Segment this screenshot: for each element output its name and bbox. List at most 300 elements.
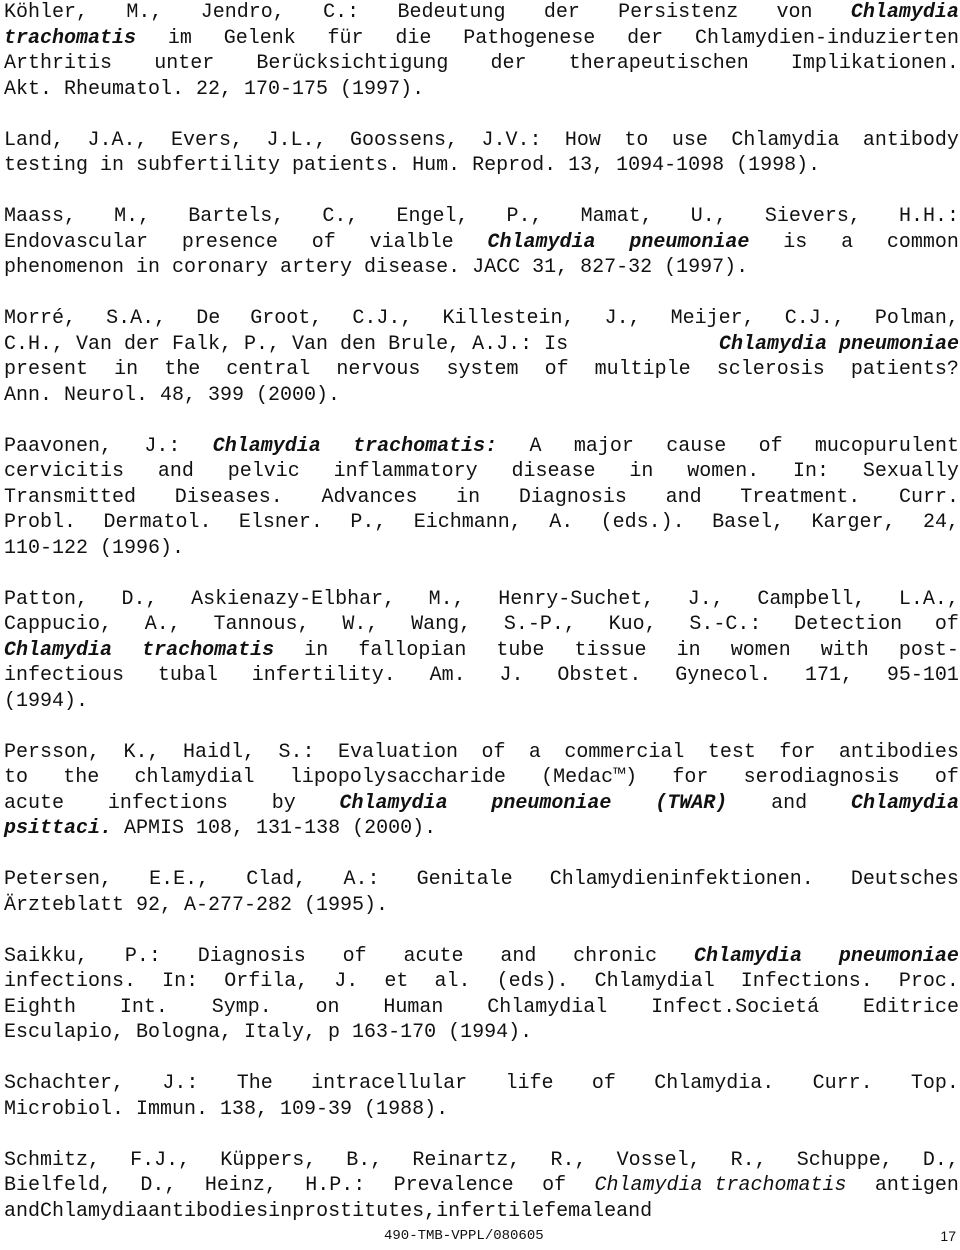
reference-line <box>4 587 959 613</box>
text-segment: of <box>481 740 506 764</box>
text-segment: Advances <box>321 485 418 509</box>
text-segment: Cappucio, <box>4 613 113 636</box>
text-segment: sclerosis <box>716 358 825 381</box>
text-segment: a <box>528 740 541 764</box>
text-segment: S.A., <box>106 307 167 330</box>
text-segment: women. <box>687 460 760 483</box>
text-segment: Curr. <box>898 485 959 509</box>
text-segment: U., <box>690 205 727 228</box>
reference-entry <box>4 867 959 918</box>
text-segment: J.L., <box>266 128 327 152</box>
text-segment: with <box>820 638 869 662</box>
text-segment: M., <box>114 205 151 228</box>
text-segment: infectious <box>4 664 125 687</box>
reference-line <box>4 944 959 970</box>
text-segment: acute <box>403 944 464 968</box>
text-segment: and <box>500 944 537 968</box>
text-segment: Esculapio, Bologna, Italy, p 163-170 (1994). <box>4 1021 533 1044</box>
text-segment: Editrice <box>862 995 959 1019</box>
reference-line <box>4 816 959 842</box>
text-segment: in <box>114 358 139 381</box>
reference-entry <box>4 0 959 102</box>
text-segment: J.: <box>162 1072 199 1095</box>
italic-term: pneumoniae <box>838 944 959 968</box>
text-segment: system <box>446 358 519 381</box>
text-segment: prostitutes, <box>292 1199 437 1223</box>
text-segment: Transmitted <box>4 485 137 509</box>
text-segment: der <box>543 1 580 24</box>
reference-line <box>4 1020 959 1046</box>
text-segment: M., <box>126 1 163 24</box>
text-segment: Petersen, <box>4 868 113 891</box>
text-segment: P., <box>350 511 387 534</box>
text-segment: al. <box>434 970 471 993</box>
text-segment: Chlamydieninfektionen. <box>549 868 814 891</box>
text-segment: H.H.: <box>898 205 959 228</box>
reference-line <box>4 969 959 995</box>
text-segment: 24, <box>922 511 959 534</box>
text-segment: infertility. <box>251 664 396 687</box>
text-segment: and <box>4 1199 41 1223</box>
text-segment: 171, <box>805 664 854 687</box>
text-segment: K., <box>123 740 160 764</box>
text-segment: of <box>542 1174 567 1197</box>
reference-line <box>4 893 959 919</box>
text-segment: Deutsches <box>850 868 959 891</box>
text-segment: for <box>672 766 709 789</box>
text-segment: J.A., <box>87 128 148 152</box>
text-segment: Polman, <box>874 307 959 330</box>
italic-term: Chlamydia <box>850 791 959 815</box>
text-segment: Orfila, <box>224 970 309 993</box>
text-segment: Engel, <box>396 205 469 228</box>
text-segment: in <box>676 638 701 662</box>
text-segment: Eighth <box>4 995 77 1019</box>
italic-term: psittaci. <box>4 817 113 840</box>
text-segment: women <box>730 638 791 662</box>
text-segment: E.E., <box>149 868 210 891</box>
italic-term: Chlamydia <box>850 1 959 24</box>
text-segment: phenomenon in coronary artery disease. JACC 31, 827-32 (1997). <box>4 256 749 279</box>
reference-line <box>4 77 959 103</box>
text-segment: M., <box>428 587 465 611</box>
text-segment: Basel, <box>712 511 785 534</box>
text-segment: J.: <box>144 434 181 458</box>
text-segment: F.J., <box>130 1148 191 1172</box>
reference-line <box>4 867 959 893</box>
text-segment: on <box>315 995 340 1019</box>
reference-entry <box>4 1071 959 1122</box>
text-segment: Chlamydial <box>594 970 715 993</box>
text-segment: 95-101 <box>886 664 959 687</box>
text-segment: of <box>934 766 959 789</box>
text-segment: a <box>841 230 854 254</box>
reference-line <box>4 995 959 1021</box>
reference-line <box>4 332 959 358</box>
text-segment: Sievers, <box>764 205 861 228</box>
text-segment: Bartels, <box>188 205 285 228</box>
text-segment: S.: <box>278 740 315 764</box>
text-segment: cervicitis <box>4 460 125 483</box>
text-segment: Evers, <box>170 128 243 152</box>
text-segment: et <box>384 970 409 993</box>
text-segment: presence <box>181 230 278 254</box>
text-segment: Campbell, <box>757 587 866 611</box>
text-segment: Maass, <box>4 205 77 228</box>
text-segment: chronic <box>573 944 658 968</box>
text-segment: therapeutischen <box>568 52 749 75</box>
text-segment: P.: <box>124 944 161 968</box>
text-segment: lipopolysaccharide <box>289 766 506 789</box>
text-segment: Karger, <box>811 511 896 534</box>
italic-term: Chlamydia trachomatis <box>594 1174 847 1197</box>
reference-line <box>4 255 959 281</box>
text-segment: (1994). <box>4 689 89 713</box>
text-segment: antibodies <box>148 1199 269 1223</box>
text-segment: Groot, <box>250 307 323 330</box>
text-segment: Reinartz, <box>412 1148 521 1172</box>
reference-line <box>4 740 959 766</box>
reference-line <box>4 204 959 230</box>
text-segment: serodiagnosis <box>743 766 900 789</box>
text-segment: and <box>771 791 808 815</box>
reference-line <box>4 26 959 52</box>
text-segment: Schmitz, <box>4 1148 101 1172</box>
text-segment: Eichmann, <box>413 511 522 534</box>
text-segment: D., <box>922 1148 959 1172</box>
text-segment: die <box>395 26 432 50</box>
reference-entry <box>4 204 959 281</box>
text-segment: Ann. Neurol. 48, 399 (2000). <box>4 383 341 407</box>
text-segment: A., <box>144 613 181 636</box>
text-segment: antibodies <box>838 740 959 764</box>
text-segment: Infections. <box>740 970 873 993</box>
reference-entry <box>4 128 959 179</box>
text-segment: J.V.: <box>481 128 542 152</box>
reference-list <box>4 0 959 1250</box>
text-segment: Top. <box>910 1072 959 1095</box>
text-segment: D., <box>121 587 158 611</box>
text-segment: acute <box>4 791 65 815</box>
text-segment: present <box>4 358 89 381</box>
text-segment: Curr. <box>812 1072 873 1095</box>
reference-line <box>4 51 959 77</box>
italic-term: trachomatis: <box>353 434 498 458</box>
text-segment: in <box>304 638 329 662</box>
text-segment: Schachter, <box>4 1072 125 1095</box>
reference-line <box>4 510 959 536</box>
text-segment: (Medac™) <box>541 766 638 789</box>
text-segment: In: <box>793 460 830 483</box>
reference-line <box>4 128 959 154</box>
text-segment: im <box>167 26 192 50</box>
text-segment: major <box>573 434 634 458</box>
text-segment: Gynecol. <box>675 664 772 687</box>
text-segment: The <box>236 1072 273 1095</box>
text-segment: S.-P., <box>503 613 576 636</box>
text-segment: Bielfeld, <box>4 1174 113 1197</box>
text-segment: use <box>671 128 708 152</box>
text-segment: Küppers, <box>220 1148 317 1172</box>
text-segment: antigen <box>874 1174 959 1197</box>
italic-term: trachomatis <box>142 638 275 662</box>
reference-line <box>4 765 959 791</box>
text-segment: Diagnosis <box>197 944 306 968</box>
text-segment: multiple <box>594 358 691 381</box>
text-segment: (eds). <box>496 970 569 993</box>
text-segment: commercial <box>564 740 685 764</box>
text-segment: the <box>63 766 100 789</box>
text-segment: Persistenz <box>618 1 739 24</box>
reference-line <box>4 459 959 485</box>
text-segment: W., <box>342 613 379 636</box>
text-segment: mucopurulent <box>814 434 959 458</box>
text-segment: J. <box>499 664 524 687</box>
text-segment: Treatment. <box>740 485 861 509</box>
text-segment: Akt. Rheumatol. 22, 170-175 (1997). <box>4 77 425 101</box>
text-segment: Saikku, <box>4 944 89 968</box>
reference-line <box>4 153 959 179</box>
reference-line <box>4 230 959 256</box>
text-segment: Elsner. <box>238 511 323 534</box>
text-segment: C., <box>322 205 359 228</box>
italic-term: Chlamydia pneumoniae <box>718 332 959 356</box>
reference-entry <box>4 587 959 715</box>
document-code: 490-TMB-VPPL/080605 <box>384 1228 544 1244</box>
text-segment: P., <box>506 205 543 228</box>
text-segment: Jendro, <box>200 1 285 24</box>
text-segment: central <box>226 358 311 381</box>
text-segment: Diseases. <box>174 485 283 509</box>
text-segment: Meijer, <box>670 307 755 330</box>
reference-entry <box>4 740 959 842</box>
text-segment: Endovascular <box>4 230 149 254</box>
text-segment: infections <box>107 791 228 815</box>
text-segment: Paavonen, <box>4 434 113 458</box>
text-segment: Arthritis <box>4 52 113 75</box>
text-segment: Haidl, <box>182 740 255 764</box>
text-segment: female <box>544 1199 617 1223</box>
text-segment: unter <box>154 52 215 75</box>
text-segment: Chlamydia. <box>654 1072 775 1095</box>
italic-term: (TWAR) <box>655 791 728 815</box>
text-segment: der <box>627 26 664 50</box>
text-segment: pelvic <box>227 460 300 483</box>
text-segment: infertile <box>436 1199 545 1223</box>
text-segment: De <box>196 307 221 330</box>
reference-line <box>4 1097 959 1123</box>
text-segment: Goossens, <box>349 128 458 152</box>
reference-line <box>4 383 959 409</box>
text-segment: by <box>271 791 296 815</box>
text-segment: Henry-Suchet, <box>498 587 655 611</box>
reference-line <box>4 536 959 562</box>
text-segment: cause <box>666 434 727 458</box>
text-segment: fallopian <box>358 638 467 662</box>
text-segment: Ärzteblatt 92, A-277-282 (1995). <box>4 893 389 917</box>
text-segment: Wang, <box>411 613 472 636</box>
text-segment: Probl. <box>4 511 77 534</box>
text-segment: C.: <box>323 1 360 24</box>
text-segment: Int. <box>119 995 168 1019</box>
text-segment: Köhler, <box>4 1 89 24</box>
text-segment: Chlamydial <box>487 995 608 1019</box>
text-segment: Chlamydia <box>40 1199 149 1223</box>
text-segment: for <box>779 740 816 764</box>
text-segment: infections. <box>4 970 137 993</box>
text-segment: Patton, <box>4 587 89 611</box>
page-number: 17 <box>940 1228 956 1244</box>
text-segment: Bedeutung <box>397 1 506 24</box>
text-segment: C.J., <box>784 307 845 330</box>
text-segment: H.P.: <box>305 1174 366 1197</box>
text-segment: nervous <box>336 358 421 381</box>
reference-entry <box>4 1148 959 1225</box>
text-segment: Symp. <box>211 995 272 1019</box>
text-segment: Sexually <box>862 460 959 483</box>
text-segment: test <box>707 740 756 764</box>
text-segment: patients? <box>850 358 959 381</box>
text-segment: für <box>327 26 364 50</box>
text-segment: Land, <box>4 128 65 152</box>
text-segment: Obstet. <box>557 664 642 687</box>
text-segment: Killestein, <box>442 307 575 330</box>
text-segment: Schuppe, <box>796 1148 893 1172</box>
text-segment: of <box>342 944 367 968</box>
text-segment: Gelenk <box>223 26 296 50</box>
text-segment: to <box>624 128 649 152</box>
reference-line <box>4 1071 959 1097</box>
italic-term: Chlamydia <box>212 434 321 458</box>
reference-entry <box>4 306 959 408</box>
text-segment: in <box>456 485 481 509</box>
reference-line <box>4 663 959 689</box>
text-segment: Vossel, <box>616 1148 701 1172</box>
text-segment: and <box>665 485 702 509</box>
reference-line <box>4 434 959 460</box>
text-segment: In: <box>162 970 199 993</box>
italic-term: pneumoniae <box>629 230 750 254</box>
text-segment: Chlamydia <box>731 128 840 152</box>
reference-line <box>4 0 959 26</box>
text-segment: of <box>934 613 959 636</box>
text-segment: Proc. <box>898 970 959 993</box>
italic-term: Chlamydia <box>694 944 803 968</box>
text-segment: inflammatory <box>333 460 478 483</box>
reference-line <box>4 1148 959 1174</box>
text-segment: tubal <box>157 664 218 687</box>
reference-line <box>4 791 959 817</box>
text-segment: B., <box>346 1148 383 1172</box>
text-segment: L.A., <box>898 587 959 611</box>
text-segment: antibody <box>862 128 959 152</box>
reference-line <box>4 306 959 332</box>
text-segment: C.H., Van der Falk, P., Van den Brule, A.J.: Is <box>4 332 581 356</box>
text-segment: Microbiol. Immun. 138, 109-39 (1988). <box>4 1097 449 1121</box>
text-segment: the <box>164 358 201 381</box>
text-segment: life <box>505 1072 554 1095</box>
text-segment: in <box>268 1199 293 1223</box>
text-segment: 110-122 (1996). <box>4 536 185 560</box>
reference-line <box>4 357 959 383</box>
text-segment: Chlamydien-induzierten <box>694 26 959 50</box>
text-segment: Askienazy-Elbhar, <box>191 587 396 611</box>
text-segment: vialble <box>369 230 454 254</box>
text-segment: How <box>564 128 601 152</box>
text-segment: to <box>4 766 29 789</box>
text-segment: A. <box>549 511 574 534</box>
text-segment: Persson, <box>4 740 101 764</box>
text-segment: A <box>529 434 542 458</box>
reference-line <box>4 612 959 638</box>
text-segment: tissue <box>574 638 647 662</box>
text-segment: J., <box>604 307 641 330</box>
text-segment: Infect.Societá <box>651 995 820 1019</box>
text-segment: Berücksichtigung <box>256 52 449 75</box>
text-segment: Clad, <box>246 868 307 891</box>
text-segment: chlamydial <box>134 766 255 789</box>
reference-line <box>4 689 959 715</box>
text-segment: of <box>311 230 336 254</box>
text-segment: of <box>758 434 783 458</box>
text-segment: is <box>783 230 808 254</box>
text-segment: S.-C.: <box>689 613 762 636</box>
text-segment: Implikationen. <box>790 52 959 75</box>
text-segment: and <box>616 1199 653 1223</box>
text-segment: APMIS 108, 131-138 (2000). <box>112 817 437 840</box>
text-segment: Genitale <box>416 868 513 891</box>
text-segment: C.J., <box>352 307 413 330</box>
text-segment: of <box>591 1072 616 1095</box>
italic-term: Chlamydia <box>339 791 448 815</box>
text-segment: Diagnosis <box>518 485 627 509</box>
text-segment: Am. <box>429 664 466 687</box>
italic-term: trachomatis <box>4 26 137 50</box>
text-segment: Mamat, <box>580 205 653 228</box>
text-segment: J. <box>334 970 359 993</box>
text-segment: tube <box>496 638 545 662</box>
text-segment: Kuo, <box>608 613 657 636</box>
text-segment: common <box>886 230 959 254</box>
text-segment: intracellular <box>311 1072 468 1095</box>
text-segment: disease <box>511 460 596 483</box>
italic-term: Chlamydia <box>4 638 113 662</box>
text-segment: testing in subfertility patients. Hum. Reprod. 13, 1094-1098 (1998). <box>4 154 821 177</box>
text-segment: A.: <box>343 868 380 891</box>
text-segment: Morré, <box>4 307 77 330</box>
italic-term: pneumoniae <box>491 791 612 815</box>
reference-line <box>4 1199 959 1225</box>
text-segment: and <box>157 460 194 483</box>
text-segment: Human <box>383 995 444 1019</box>
text-segment: in <box>629 460 654 483</box>
reference-line <box>4 638 959 664</box>
text-segment: Heinz, <box>204 1174 277 1197</box>
italic-term: Chlamydia <box>487 230 596 254</box>
text-segment: der <box>490 52 527 75</box>
text-segment: Evaluation <box>337 740 458 764</box>
text-segment: Tannous, <box>213 613 310 636</box>
text-segment: J., <box>687 587 724 611</box>
text-segment: (eds.). <box>600 511 685 534</box>
text-segment: Pathogenese <box>463 26 596 50</box>
text-segment: Dermatol. <box>103 511 212 534</box>
reference-line <box>4 485 959 511</box>
text-segment: Detection <box>794 613 903 636</box>
reference-entry <box>4 434 959 562</box>
text-segment: of <box>544 358 569 381</box>
reference-entry <box>4 944 959 1046</box>
